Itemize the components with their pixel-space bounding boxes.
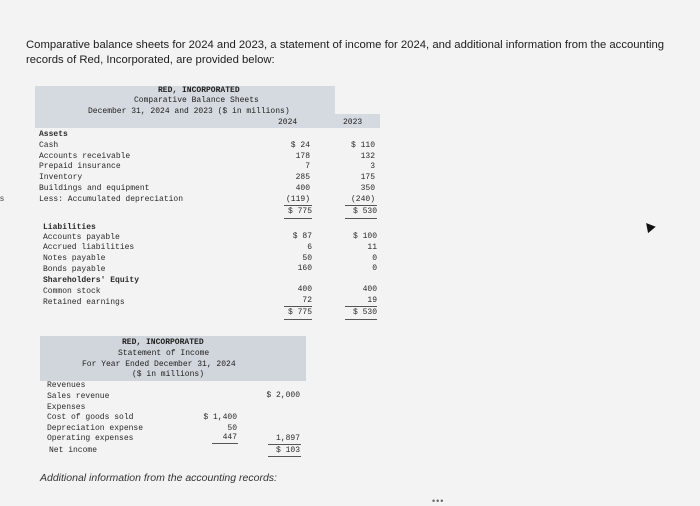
bs-col-2023: 2023 <box>343 118 363 127</box>
expense-label: Depreciation expense <box>47 424 144 433</box>
expense-label: Cost of goods sold <box>47 413 134 422</box>
equity-2024: 400 <box>297 285 312 294</box>
liability-label: Notes payable <box>43 254 106 263</box>
is-title: Statement of Income <box>118 349 210 358</box>
liability-2023: 11 <box>367 243 377 252</box>
asset-2024: 7 <box>305 162 310 171</box>
rule <box>284 205 312 206</box>
bs-title: Comparative Balance Sheets <box>134 96 259 105</box>
liability-label: Bonds payable <box>43 265 106 274</box>
liability-2024: $ 87 <box>292 232 312 241</box>
rule <box>284 306 312 307</box>
asset-2023: 350 <box>360 184 375 193</box>
liability-2024: 160 <box>297 264 312 273</box>
asset-label: Cash <box>39 141 59 150</box>
rule <box>268 444 301 445</box>
liability-2023: 0 <box>372 254 377 263</box>
expense-value: 50 <box>227 424 237 433</box>
double-rule <box>268 456 301 457</box>
mouse-pointer-icon <box>642 220 655 233</box>
expenses-heading: Expenses <box>47 403 86 412</box>
liability-2024: 6 <box>307 243 312 252</box>
asset-label: Inventory <box>39 173 83 182</box>
liability-2024: 50 <box>302 254 312 263</box>
asset-2023: (240) <box>350 195 375 204</box>
asset-2023: 3 <box>370 162 375 171</box>
side-mark: s <box>0 194 4 203</box>
expense-value: 447 <box>222 433 237 442</box>
net-income-label: Net income <box>49 446 98 455</box>
total-assets-2024: $ 775 <box>287 207 312 216</box>
expense-value: $ 1,400 <box>203 413 237 422</box>
rule <box>345 205 377 206</box>
asset-label: Less: Accumulated depreciation <box>39 195 184 204</box>
equity-heading: Shareholders' Equity <box>43 276 140 285</box>
bs-col-2024: 2024 <box>278 118 298 127</box>
rule <box>345 306 377 307</box>
liability-label: Accrued liabilities <box>43 243 135 252</box>
sales-label: Sales revenue <box>47 392 110 401</box>
bs-company: RED, INCORPORATED <box>158 86 240 95</box>
net-income-value: $ 103 <box>275 446 300 455</box>
total-liab-equity-2024: $ 775 <box>287 308 312 317</box>
revenues-heading: Revenues <box>47 381 86 390</box>
equity-2023: 400 <box>362 285 377 294</box>
liabilities-heading: Liabilities <box>43 223 96 232</box>
asset-2024: 285 <box>295 173 310 182</box>
double-rule <box>345 319 377 320</box>
sales-value: $ 2,000 <box>266 391 300 400</box>
is-units: ($ in millions) <box>132 370 205 379</box>
equity-label: Retained earnings <box>43 298 125 307</box>
intro-line-1: Comparative balance sheets for 2024 and 2023, a statement of income for 2024, and additional information from the accounting <box>26 39 665 51</box>
liability-2023: $ 100 <box>352 232 377 241</box>
asset-2023: 132 <box>360 152 375 161</box>
asset-2024: (119) <box>285 195 310 204</box>
double-rule <box>345 218 377 219</box>
asset-2024: $ 24 <box>290 141 310 150</box>
is-company: RED, INCORPORATED <box>122 338 204 347</box>
asset-label: Prepaid insurance <box>39 162 121 171</box>
double-rule <box>284 319 312 320</box>
asset-2024: 178 <box>295 152 310 161</box>
total-liab-equity-2023: $ 530 <box>352 308 377 317</box>
total-expenses: 1,897 <box>275 434 300 443</box>
assets-heading: Assets <box>39 130 68 139</box>
total-assets-2023: $ 530 <box>352 207 377 216</box>
asset-2023: 175 <box>360 173 375 182</box>
equity-2024: 72 <box>302 296 312 305</box>
liability-2023: 0 <box>372 264 377 273</box>
additional-info-heading: Additional information from the accounting records: <box>40 472 277 484</box>
intro-paragraph <box>26 38 686 68</box>
asset-2024: 400 <box>295 184 310 193</box>
bs-date: December 31, 2024 and 2023 ($ in millions) <box>88 107 290 116</box>
expense-label: Operating expenses <box>47 434 134 443</box>
asset-label: Accounts receivable <box>39 152 131 161</box>
liability-label: Accounts payable <box>43 233 120 242</box>
is-period: For Year Ended December 31, 2024 <box>82 360 236 369</box>
equity-2023: 19 <box>367 296 377 305</box>
equity-label: Common stock <box>43 287 101 296</box>
double-rule <box>284 218 312 219</box>
asset-label: Buildings and equipment <box>39 184 150 193</box>
more-dots-icon: ••• <box>432 496 445 506</box>
asset-2023: $ 110 <box>350 141 375 150</box>
rule <box>212 443 238 444</box>
intro-line-2: records of Red, Incorporated, are provided below: <box>26 54 275 66</box>
